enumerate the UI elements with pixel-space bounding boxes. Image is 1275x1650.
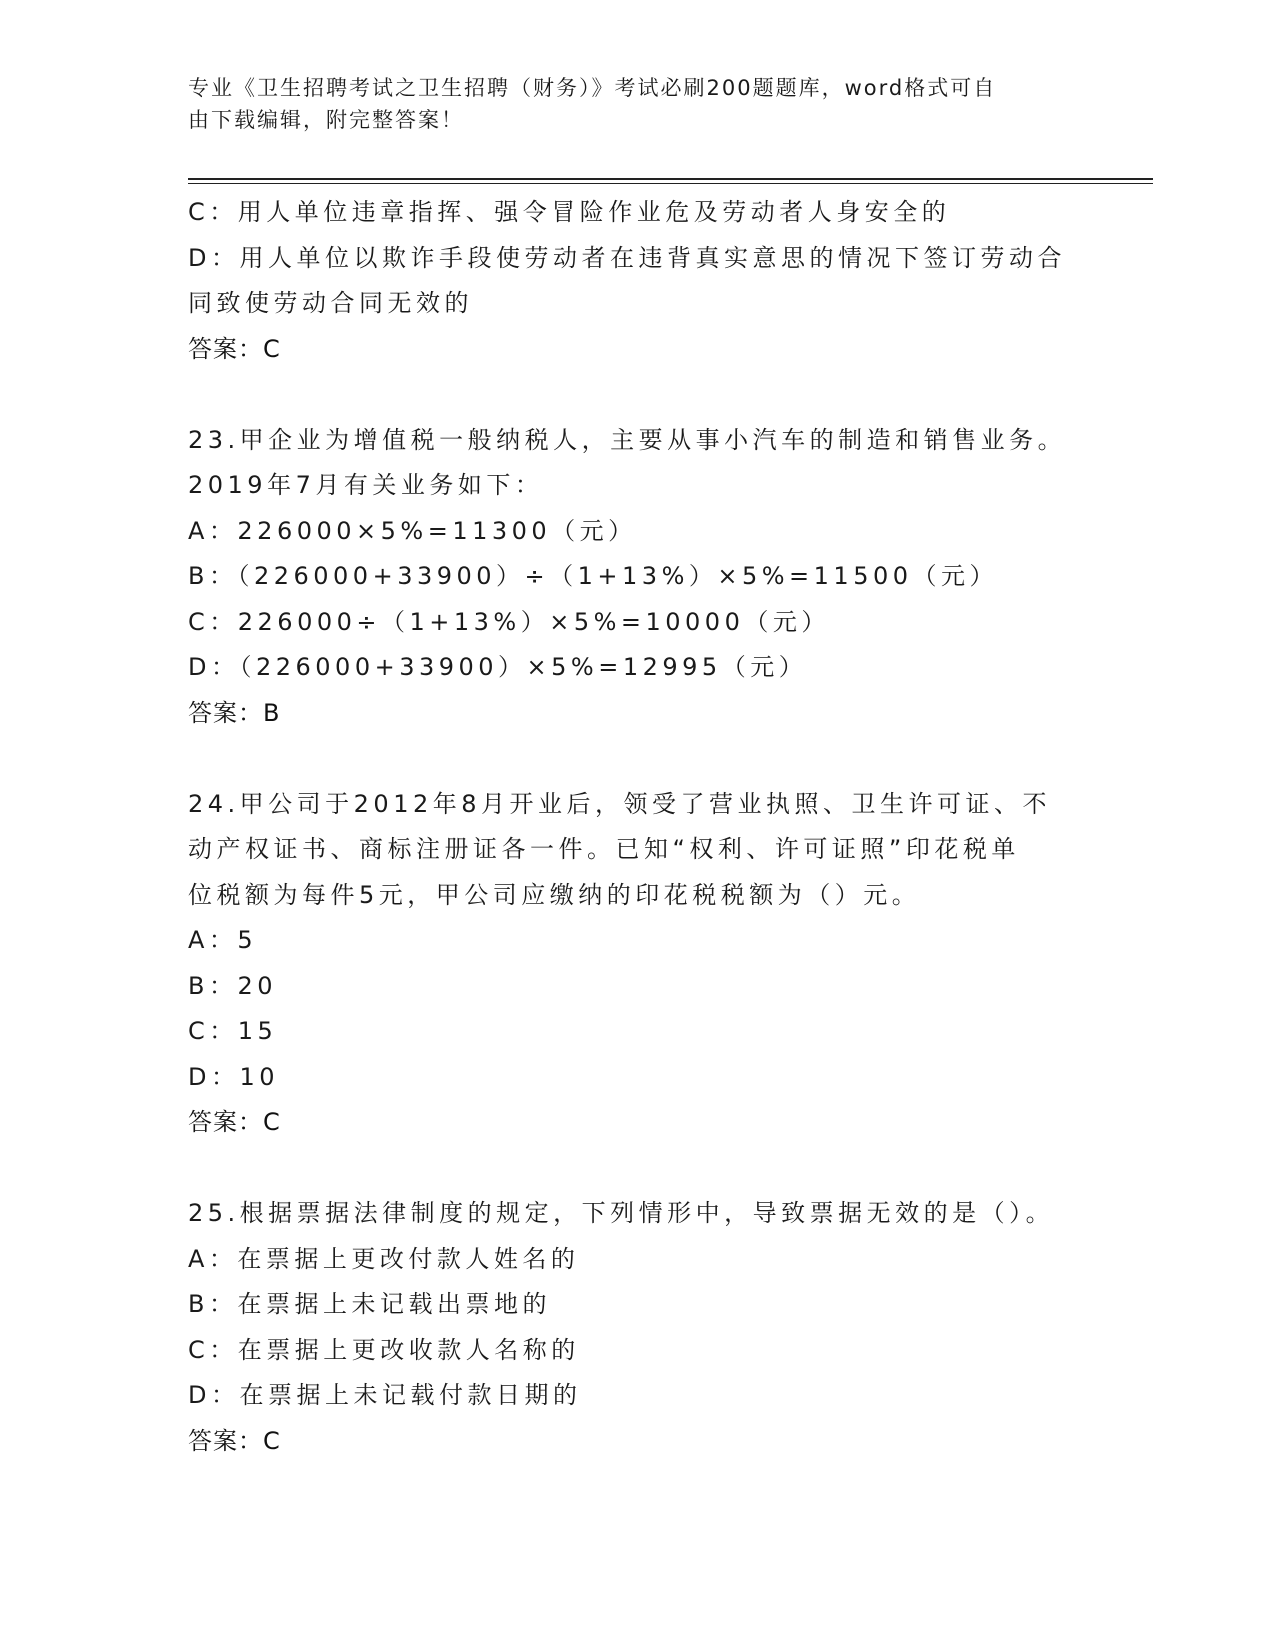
answer: 答案：C bbox=[188, 1108, 281, 1136]
answer: 答案：C bbox=[188, 1426, 281, 1455]
question-stem-line-1: 24.甲公司于2012年8月开业后，领受了营业执照、卫生许可证、不 bbox=[188, 789, 1052, 818]
option-c: C：226000÷（1+13%）×5%=10000（元） bbox=[188, 607, 830, 636]
option-d: D：在票据上未记载付款日期的 bbox=[188, 1381, 582, 1409]
spacer bbox=[188, 1146, 1088, 1192]
question-stem-line-2: 2019年7月有关业务如下： bbox=[188, 471, 544, 499]
question-list bbox=[188, 190, 1088, 1464]
option-a: A：5 bbox=[188, 926, 258, 954]
header-divider-thin bbox=[188, 183, 1153, 184]
option-c: C：在票据上更改收款人名称的 bbox=[188, 1335, 580, 1364]
option-b: B：20 bbox=[188, 971, 278, 1000]
header-divider-thick bbox=[188, 178, 1153, 180]
question-stem-line-3: 位税额为每件5元，甲公司应缴纳的印花税税额为（）元。 bbox=[188, 880, 921, 909]
option-b: B：（226000+33900）÷（1+13%）×5%=11500（元） bbox=[188, 562, 999, 590]
option-a: A：226000×5%=11300（元） bbox=[188, 516, 637, 545]
option-d-line-1: D：用人单位以欺诈手段使劳动者在违背真实意思的情况下签订劳动合 bbox=[188, 243, 1066, 272]
option-d: D：（226000+33900）×5%=12995（元） bbox=[188, 653, 808, 681]
question-22-tail bbox=[188, 190, 1088, 372]
question-24 bbox=[188, 782, 1088, 1146]
question-stem-line-2: 动产权证书、商标注册证各一件。已知“权利、许可证照”印花税单 bbox=[188, 835, 1020, 863]
answer: 答案：B bbox=[188, 698, 281, 727]
header-title-line-1: 专业《卫生招聘考试之卫生招聘（财务）》考试必刷200题题库，word格式可自 bbox=[188, 76, 997, 100]
question-25 bbox=[188, 1191, 1088, 1464]
question-stem-line-1: 23.甲企业为增值税一般纳税人，主要从事小汽车的制造和销售业务。 bbox=[188, 425, 1067, 454]
spacer bbox=[188, 372, 1088, 418]
option-c: C：15 bbox=[188, 1017, 278, 1045]
option-d-line-2: 同致使劳动合同无效的 bbox=[188, 289, 473, 317]
option-a: A：在票据上更改付款人姓名的 bbox=[188, 1244, 580, 1273]
question-23 bbox=[188, 418, 1088, 737]
spacer bbox=[188, 736, 1088, 782]
header-title-line-2: 由下载编辑，附完整答案！ bbox=[188, 108, 464, 132]
option-b: B：在票据上未记载出票地的 bbox=[188, 1290, 551, 1318]
document-header bbox=[188, 72, 1078, 136]
option-d: D：10 bbox=[188, 1062, 280, 1091]
answer: 答案：C bbox=[188, 334, 281, 363]
question-stem: 25.根据票据法律制度的规定，下列情形中，导致票据无效的是（）。 bbox=[188, 1199, 1055, 1227]
option-c: C：用人单位违章指挥、强令冒险作业危及劳动者人身安全的 bbox=[188, 198, 951, 226]
